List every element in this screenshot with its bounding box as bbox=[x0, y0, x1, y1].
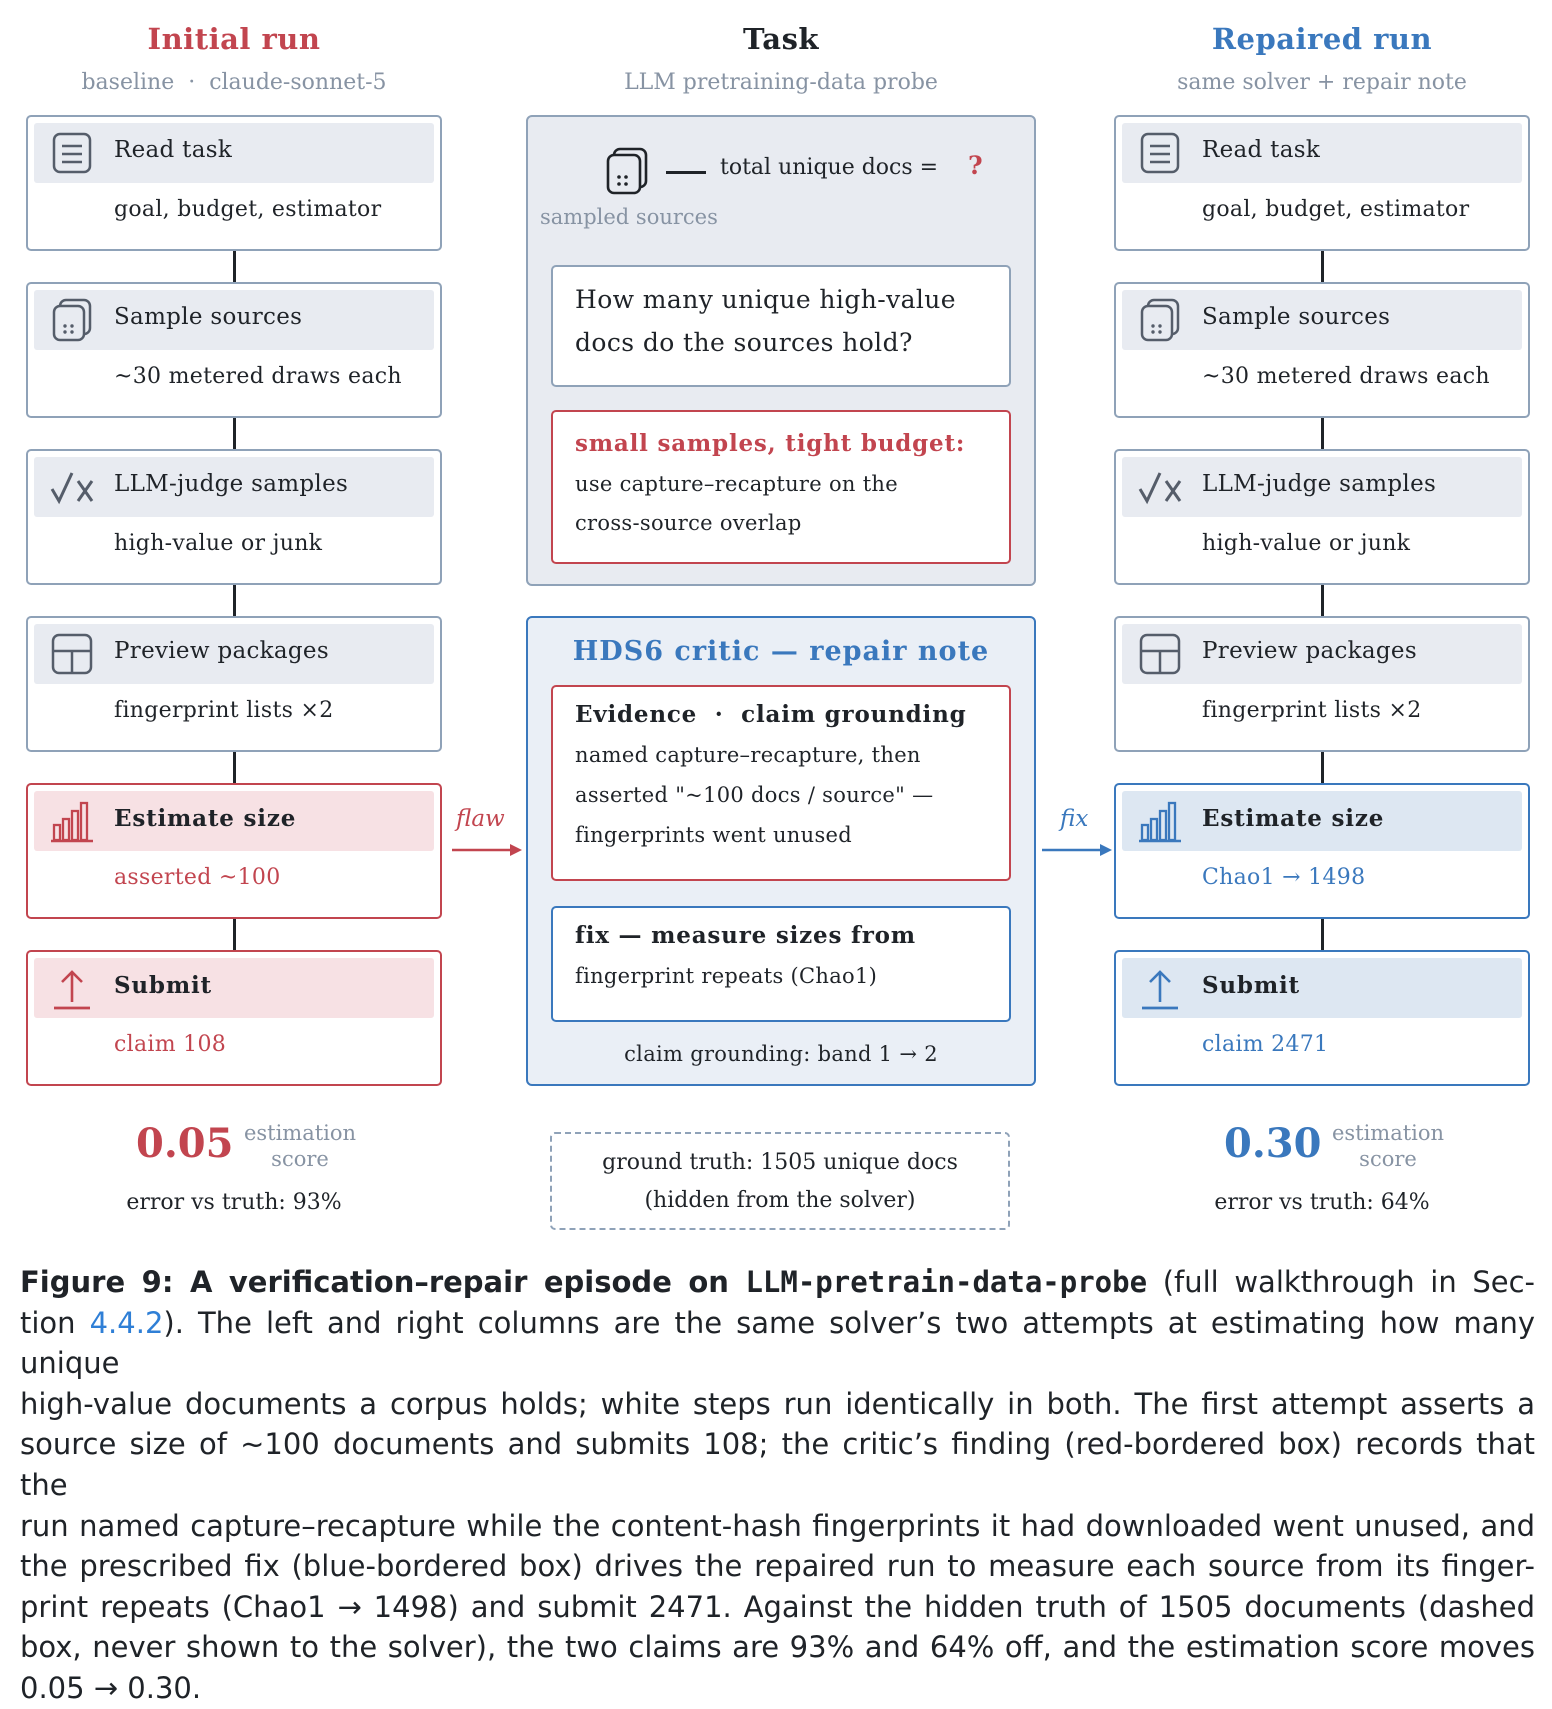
right-step-read-task bbox=[1114, 115, 1530, 251]
step-label: Estimate size bbox=[1202, 805, 1385, 832]
critic-panel bbox=[526, 616, 1036, 1086]
question-box bbox=[551, 265, 1011, 387]
upload-arrow-icon bbox=[50, 966, 94, 1010]
step-label: LLM-judge samples bbox=[1202, 471, 1437, 497]
initial-score-value: 0.05 bbox=[136, 1120, 234, 1167]
task-panel bbox=[526, 115, 1036, 586]
formula-text: total unique docs = bbox=[720, 155, 939, 180]
step-detail: claim 2471 bbox=[1202, 1032, 1329, 1057]
initial-score-label bbox=[240, 1120, 360, 1172]
left-step-llm-judge bbox=[26, 449, 442, 585]
left-step-sample-sources bbox=[26, 282, 442, 418]
grid-icon bbox=[50, 632, 94, 676]
step-connector bbox=[233, 585, 236, 616]
evidence-title: Evidence · claim grounding bbox=[575, 701, 967, 728]
step-label: Sample sources bbox=[1202, 304, 1391, 330]
stacked-cards-icon bbox=[50, 298, 94, 342]
step-connector bbox=[233, 919, 236, 950]
left-step-read-task bbox=[26, 115, 442, 251]
task-name: LLM-pretrain-data-probe bbox=[745, 1265, 1148, 1299]
initial-run-subtitle: baseline · claude-sonnet-5 bbox=[81, 70, 387, 95]
caption-line: high-value documents a corpus holds; white steps run identically in both. The first attempt asserts a bbox=[20, 1386, 1535, 1421]
step-connector bbox=[1321, 752, 1324, 783]
flaw-arrow-label: flaw bbox=[456, 806, 505, 832]
step-connector bbox=[1321, 919, 1324, 950]
bar-chart-icon bbox=[50, 799, 94, 843]
caption-line: 0.05 → 0.30. bbox=[20, 1670, 202, 1705]
critic-title: HDS6 critic — repair note bbox=[572, 636, 990, 667]
caption-text: ). The left and right columns are the same solver’s two attempts at estimating how many unique bbox=[20, 1305, 1536, 1381]
fix-arrow-label: fix bbox=[1060, 806, 1089, 832]
score-label-line: score bbox=[1359, 1147, 1417, 1171]
left-step-preview-packages bbox=[26, 616, 442, 752]
repaired-run-title: Repaired run bbox=[1211, 22, 1433, 56]
step-connector bbox=[1321, 418, 1324, 449]
task-subtitle: LLM pretraining-data probe bbox=[624, 70, 938, 95]
caption-line: Figure 9: A verification–repair episode on LLM-pretrain-data-probe (full walkthrough in Sec- bbox=[20, 1265, 1535, 1299]
repaired-error: error vs truth: 64% bbox=[1214, 1190, 1430, 1215]
ground-truth-line: (hidden from the solver) bbox=[644, 1188, 916, 1213]
repaired-score-value: 0.30 bbox=[1224, 1120, 1322, 1167]
step-detail: claim 108 bbox=[114, 1032, 227, 1057]
step-label: Submit bbox=[114, 972, 212, 999]
step-connector bbox=[1321, 585, 1324, 616]
step-label: Read task bbox=[1202, 137, 1321, 163]
caption-title: A verification–repair episode on bbox=[189, 1265, 729, 1299]
constraint-line: use capture–recapture on the bbox=[575, 472, 898, 496]
fix-line: fingerprint repeats (Chao1) bbox=[575, 964, 878, 988]
formula-unknown: ? bbox=[968, 151, 983, 180]
section-link[interactable]: 4.4.2 bbox=[89, 1305, 164, 1340]
step-detail: high-value or junk bbox=[1202, 531, 1411, 556]
stacked-cards-icon bbox=[1138, 298, 1182, 342]
caption-line: the prescribed fix (blue-bordered box) drives the repaired run to measure each source from its finger- bbox=[20, 1549, 1535, 1584]
band-change: claim grounding: band 1 → 2 bbox=[624, 1042, 938, 1066]
fix-arrow bbox=[1042, 840, 1114, 860]
stacked-cards-icon bbox=[606, 147, 648, 195]
step-detail: ~30 metered draws each bbox=[1202, 364, 1490, 389]
question-line: docs do the sources hold? bbox=[575, 328, 913, 357]
caption-text: tion bbox=[20, 1305, 76, 1340]
fix-box bbox=[551, 906, 1011, 1022]
check-cross-icon bbox=[46, 465, 98, 509]
step-detail: asserted ~100 bbox=[114, 865, 281, 890]
upload-arrow-icon bbox=[1138, 966, 1182, 1010]
evidence-line: named capture–recapture, then bbox=[575, 743, 921, 767]
step-label: Sample sources bbox=[114, 304, 303, 330]
caption-text: (full walkthrough in Sec- bbox=[1162, 1265, 1535, 1299]
caption-line: box, never shown to the solver), the two claims are 93% and 64% off, and the estimation score moves bbox=[20, 1630, 1535, 1665]
figure-number: 9 bbox=[141, 1265, 162, 1299]
step-connector bbox=[233, 752, 236, 783]
right-step-estimate-size bbox=[1114, 783, 1530, 919]
task-title: Task bbox=[742, 22, 819, 56]
left-step-submit bbox=[26, 950, 442, 1086]
step-detail: ~30 metered draws each bbox=[114, 364, 402, 389]
caption-line bbox=[20, 1303, 1535, 1384]
grid-icon bbox=[1138, 632, 1182, 676]
step-connector bbox=[1321, 251, 1324, 282]
evidence-line: asserted "~100 docs / source" — bbox=[575, 783, 934, 807]
step-label: Read task bbox=[114, 137, 233, 163]
score-label-line: estimation bbox=[1331, 1121, 1445, 1145]
step-label: Preview packages bbox=[1202, 638, 1417, 664]
formula-dash bbox=[666, 171, 706, 174]
caption-line: print repeats (Chao1 → 1498) and submit 2471. Against the hidden truth of 1505 documents (dashed bbox=[20, 1589, 1535, 1624]
flaw-arrow bbox=[452, 840, 524, 860]
right-step-submit bbox=[1114, 950, 1530, 1086]
figure-label: Figure bbox=[20, 1265, 126, 1299]
score-label-line: estimation bbox=[243, 1121, 357, 1145]
step-label: Submit bbox=[1202, 972, 1300, 999]
evidence-line: fingerprints went unused bbox=[575, 823, 853, 847]
step-detail: high-value or junk bbox=[114, 531, 323, 556]
ground-truth-box bbox=[550, 1132, 1010, 1230]
step-detail: goal, budget, estimator bbox=[114, 197, 382, 222]
initial-error: error vs truth: 93% bbox=[126, 1190, 342, 1215]
document-icon bbox=[50, 131, 94, 175]
fix-title: fix — measure sizes from bbox=[575, 922, 916, 949]
right-step-sample-sources bbox=[1114, 282, 1530, 418]
check-cross-icon bbox=[1134, 465, 1186, 509]
step-connector bbox=[233, 418, 236, 449]
step-detail: Chao1 → 1498 bbox=[1202, 865, 1366, 890]
score-label-line: score bbox=[271, 1147, 329, 1171]
question-line: How many unique high-value bbox=[575, 285, 956, 314]
bar-chart-icon bbox=[1138, 799, 1182, 843]
step-detail: fingerprint lists ×2 bbox=[114, 698, 334, 723]
step-detail: goal, budget, estimator bbox=[1202, 197, 1470, 222]
ground-truth-line: ground truth: 1505 unique docs bbox=[602, 1150, 958, 1175]
repaired-run-subtitle: same solver + repair note bbox=[1177, 70, 1467, 95]
initial-run-title: Initial run bbox=[147, 22, 321, 56]
caption-line: run named capture–recapture while the content-hash fingerprints it had downloaded went unused, and bbox=[20, 1508, 1535, 1543]
right-step-preview-packages bbox=[1114, 616, 1530, 752]
caption-line: source size of ∼100 documents and submits 108; the critic’s finding (red-bordered box) records that the bbox=[20, 1427, 1535, 1502]
constraint-line: cross-source overlap bbox=[575, 511, 802, 535]
right-step-llm-judge bbox=[1114, 449, 1530, 585]
document-icon bbox=[1138, 131, 1182, 175]
step-detail: fingerprint lists ×2 bbox=[1202, 698, 1422, 723]
step-label: LLM-judge samples bbox=[114, 471, 349, 497]
step-label: Preview packages bbox=[114, 638, 329, 664]
step-connector bbox=[233, 251, 236, 282]
constraint-box bbox=[551, 410, 1011, 564]
left-step-estimate-size bbox=[26, 783, 442, 919]
evidence-box bbox=[551, 685, 1011, 881]
constraint-title: small samples, tight budget: bbox=[575, 430, 966, 457]
repaired-score-label bbox=[1328, 1120, 1448, 1172]
sampled-sources-label: sampled sources bbox=[540, 205, 718, 229]
step-label: Estimate size bbox=[114, 805, 297, 832]
figure-caption bbox=[20, 1262, 1535, 1709]
